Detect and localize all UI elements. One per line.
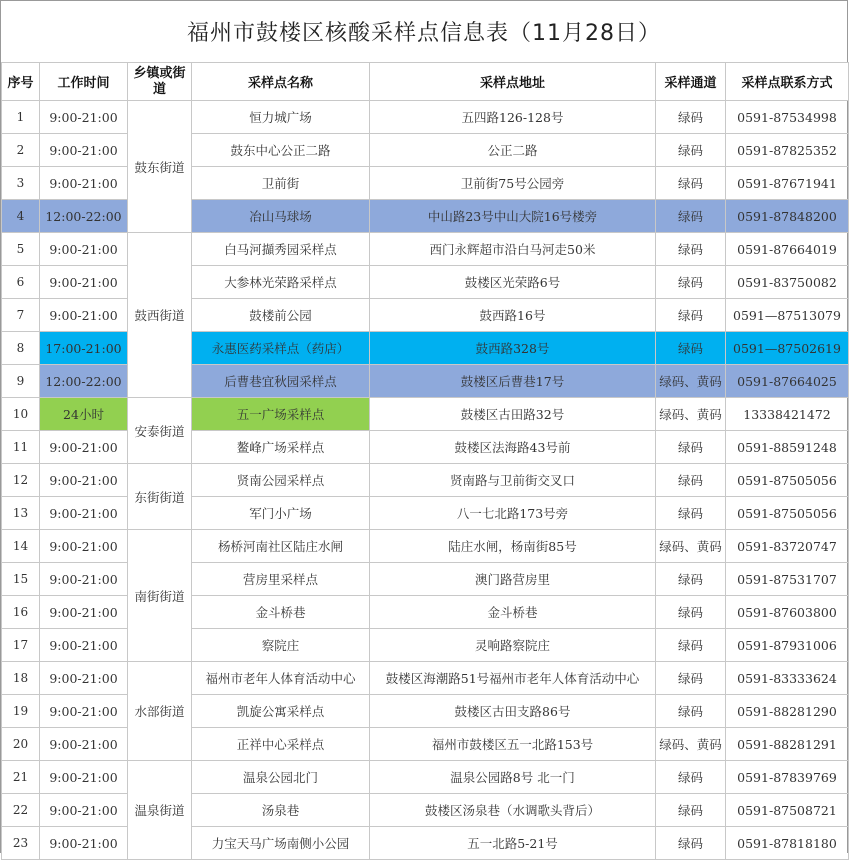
- sampling-sites-table: [1, 62, 849, 860]
- cell-time: 9:00-21:00: [40, 464, 128, 497]
- cell-seq: 5: [2, 233, 40, 266]
- cell-name: 力宝天马广场南侧小公园: [192, 827, 370, 860]
- cell-address: 鼓楼区古田路32号: [370, 398, 656, 431]
- cell-channel: 绿码: [656, 497, 726, 530]
- cell-contact: 0591-87664025: [726, 365, 849, 398]
- cell-address: 澳门路营房里: [370, 563, 656, 596]
- cell-contact: 0591-88281290: [726, 695, 849, 728]
- cell-address: 鼓西路328号: [370, 332, 656, 365]
- cell-seq: 14: [2, 530, 40, 563]
- header-street: 乡镇或街道: [128, 63, 192, 101]
- cell-contact: 0591—87502619: [726, 332, 849, 365]
- cell-channel: 绿码: [656, 464, 726, 497]
- cell-channel: 绿码: [656, 596, 726, 629]
- cell-seq: 15: [2, 563, 40, 596]
- header-contact: 采样点联系方式: [726, 63, 849, 101]
- cell-name: 福州市老年人体育活动中心: [192, 662, 370, 695]
- cell-time: 9:00-21:00: [40, 431, 128, 464]
- cell-street: 水部街道: [128, 662, 192, 761]
- cell-time: 9:00-21:00: [40, 596, 128, 629]
- cell-contact: 0591-87603800: [726, 596, 849, 629]
- cell-street: 东街街道: [128, 464, 192, 530]
- cell-address: 鼓楼区海潮路51号福州市老年人体育活动中心: [370, 662, 656, 695]
- cell-address: 贤南路与卫前街交叉口: [370, 464, 656, 497]
- cell-channel: 绿码: [656, 629, 726, 662]
- cell-time: 9:00-21:00: [40, 695, 128, 728]
- cell-name: 凯旋公寓采样点: [192, 695, 370, 728]
- cell-address: 鼓西路16号: [370, 299, 656, 332]
- cell-seq: 19: [2, 695, 40, 728]
- cell-name: 大参林光荣路采样点: [192, 266, 370, 299]
- cell-time: 9:00-21:00: [40, 233, 128, 266]
- cell-seq: 9: [2, 365, 40, 398]
- cell-channel: 绿码: [656, 761, 726, 794]
- table-row: [2, 530, 849, 563]
- cell-contact: 0591-87534998: [726, 101, 849, 134]
- cell-name: 金斗桥巷: [192, 596, 370, 629]
- cell-name: 杨桥河南社区陆庄水闸: [192, 530, 370, 563]
- cell-address: 五一北路5-21号: [370, 827, 656, 860]
- cell-address: 鼓楼区法海路43号前: [370, 431, 656, 464]
- cell-seq: 17: [2, 629, 40, 662]
- cell-name: 卫前街: [192, 167, 370, 200]
- cell-contact: 0591—87513079: [726, 299, 849, 332]
- cell-channel: 绿码、黄码: [656, 530, 726, 563]
- header-time: 工作时间: [40, 63, 128, 101]
- cell-name: 汤泉巷: [192, 794, 370, 827]
- cell-contact: 0591-87531707: [726, 563, 849, 596]
- cell-contact: 0591-87664019: [726, 233, 849, 266]
- cell-contact: 0591-87671941: [726, 167, 849, 200]
- cell-address: 温泉公园路8号 北一门: [370, 761, 656, 794]
- cell-time: 9:00-21:00: [40, 629, 128, 662]
- cell-channel: 绿码、黄码: [656, 365, 726, 398]
- cell-address: 灵响路察院庄: [370, 629, 656, 662]
- cell-contact: 0591-87505056: [726, 464, 849, 497]
- cell-seq: 20: [2, 728, 40, 761]
- cell-name: 军门小广场: [192, 497, 370, 530]
- cell-channel: 绿码、黄码: [656, 728, 726, 761]
- cell-time: 12:00-22:00: [40, 365, 128, 398]
- cell-seq: 1: [2, 101, 40, 134]
- cell-channel: 绿码: [656, 134, 726, 167]
- cell-contact: 0591-87848200: [726, 200, 849, 233]
- cell-address: 卫前街75号公园旁: [370, 167, 656, 200]
- cell-name: 温泉公园北门: [192, 761, 370, 794]
- cell-contact: 0591-87825352: [726, 134, 849, 167]
- cell-time: 9:00-21:00: [40, 662, 128, 695]
- cell-time: 9:00-21:00: [40, 134, 128, 167]
- cell-name: 察院庄: [192, 629, 370, 662]
- cell-time: 9:00-21:00: [40, 299, 128, 332]
- cell-channel: 绿码: [656, 695, 726, 728]
- cell-time: 9:00-21:00: [40, 728, 128, 761]
- cell-name: 营房里采样点: [192, 563, 370, 596]
- header-seq: 序号: [2, 63, 40, 101]
- cell-channel: 绿码: [656, 167, 726, 200]
- table-row: [2, 662, 849, 695]
- cell-channel: 绿码: [656, 332, 726, 365]
- cell-contact: 0591-83720747: [726, 530, 849, 563]
- cell-time: 9:00-21:00: [40, 101, 128, 134]
- cell-time: 9:00-21:00: [40, 167, 128, 200]
- cell-address: 鼓楼区古田支路86号: [370, 695, 656, 728]
- cell-address: 福州市鼓楼区五一北路153号: [370, 728, 656, 761]
- cell-contact: 0591-87505056: [726, 497, 849, 530]
- cell-contact: 0591-87508721: [726, 794, 849, 827]
- cell-name: 鳌峰广场采样点: [192, 431, 370, 464]
- cell-contact: 0591-88281291: [726, 728, 849, 761]
- cell-address: 鼓楼区汤泉巷（水调歌头背后）: [370, 794, 656, 827]
- cell-address: 金斗桥巷: [370, 596, 656, 629]
- cell-time: 17:00-21:00: [40, 332, 128, 365]
- cell-seq: 22: [2, 794, 40, 827]
- cell-address: 五四路126-128号: [370, 101, 656, 134]
- cell-channel: 绿码、黄码: [656, 398, 726, 431]
- cell-contact: 0591-87931006: [726, 629, 849, 662]
- cell-contact: 0591-83333624: [726, 662, 849, 695]
- cell-name: 鼓楼前公园: [192, 299, 370, 332]
- cell-street: 鼓东街道: [128, 101, 192, 233]
- cell-seq: 2: [2, 134, 40, 167]
- cell-time: 9:00-21:00: [40, 530, 128, 563]
- cell-address: 中山路23号中山大院16号楼旁: [370, 200, 656, 233]
- cell-seq: 11: [2, 431, 40, 464]
- cell-name: 正祥中心采样点: [192, 728, 370, 761]
- cell-name: 永惠医药采样点（药店）: [192, 332, 370, 365]
- cell-seq: 10: [2, 398, 40, 431]
- cell-street: 鼓西街道: [128, 233, 192, 398]
- cell-address: 鼓楼区后曹巷17号: [370, 365, 656, 398]
- cell-channel: 绿码: [656, 200, 726, 233]
- cell-contact: 13338421472: [726, 398, 849, 431]
- cell-seq: 6: [2, 266, 40, 299]
- cell-time: 9:00-21:00: [40, 266, 128, 299]
- cell-seq: 7: [2, 299, 40, 332]
- cell-time: 9:00-21:00: [40, 761, 128, 794]
- table-row: [2, 464, 849, 497]
- cell-channel: 绿码: [656, 794, 726, 827]
- cell-street: 南街街道: [128, 530, 192, 662]
- cell-name: 恒力城广场: [192, 101, 370, 134]
- cell-contact: 0591-88591248: [726, 431, 849, 464]
- header-address: 采样点地址: [370, 63, 656, 101]
- table-title: 福州市鼓楼区核酸采样点信息表（11月28日）: [1, 0, 847, 62]
- cell-seq: 8: [2, 332, 40, 365]
- cell-street: 温泉街道: [128, 761, 192, 860]
- cell-time: 9:00-21:00: [40, 827, 128, 860]
- cell-seq: 4: [2, 200, 40, 233]
- cell-address: 八一七北路173号旁: [370, 497, 656, 530]
- cell-name: 贤南公园采样点: [192, 464, 370, 497]
- cell-channel: 绿码: [656, 431, 726, 464]
- header-name: 采样点名称: [192, 63, 370, 101]
- table-row: [2, 233, 849, 266]
- cell-contact: 0591-83750082: [726, 266, 849, 299]
- cell-address: 公正二路: [370, 134, 656, 167]
- cell-channel: 绿码: [656, 101, 726, 134]
- cell-channel: 绿码: [656, 299, 726, 332]
- table-row: [2, 101, 849, 134]
- cell-seq: 18: [2, 662, 40, 695]
- cell-contact: 0591-87839769: [726, 761, 849, 794]
- cell-channel: 绿码: [656, 266, 726, 299]
- table-row-highlighted: [2, 398, 849, 431]
- cell-time: 24小时: [40, 398, 128, 431]
- cell-name: 五一广场采样点: [192, 398, 370, 431]
- cell-name: 鼓东中心公正二路: [192, 134, 370, 167]
- cell-channel: 绿码: [656, 827, 726, 860]
- cell-address: 西门永辉超市沿白马河走50米: [370, 233, 656, 266]
- cell-address: 陆庄水闸，杨南街85号: [370, 530, 656, 563]
- cell-name: 白马河擷秀园采样点: [192, 233, 370, 266]
- cell-name: 冶山马球场: [192, 200, 370, 233]
- cell-channel: 绿码: [656, 563, 726, 596]
- header-row: [2, 63, 849, 101]
- cell-address: 鼓楼区光荣路6号: [370, 266, 656, 299]
- cell-street: 安泰街道: [128, 398, 192, 464]
- cell-time: 12:00-22:00: [40, 200, 128, 233]
- cell-contact: 0591-87818180: [726, 827, 849, 860]
- cell-seq: 3: [2, 167, 40, 200]
- cell-seq: 13: [2, 497, 40, 530]
- cell-channel: 绿码: [656, 662, 726, 695]
- cell-seq: 12: [2, 464, 40, 497]
- cell-time: 9:00-21:00: [40, 563, 128, 596]
- cell-time: 9:00-21:00: [40, 497, 128, 530]
- cell-seq: 16: [2, 596, 40, 629]
- cell-time: 9:00-21:00: [40, 794, 128, 827]
- cell-name: 后曹巷宜秋园采样点: [192, 365, 370, 398]
- cell-channel: 绿码: [656, 233, 726, 266]
- cell-seq: 21: [2, 761, 40, 794]
- header-channel: 采样通道: [656, 63, 726, 101]
- table-row: [2, 761, 849, 794]
- cell-seq: 23: [2, 827, 40, 860]
